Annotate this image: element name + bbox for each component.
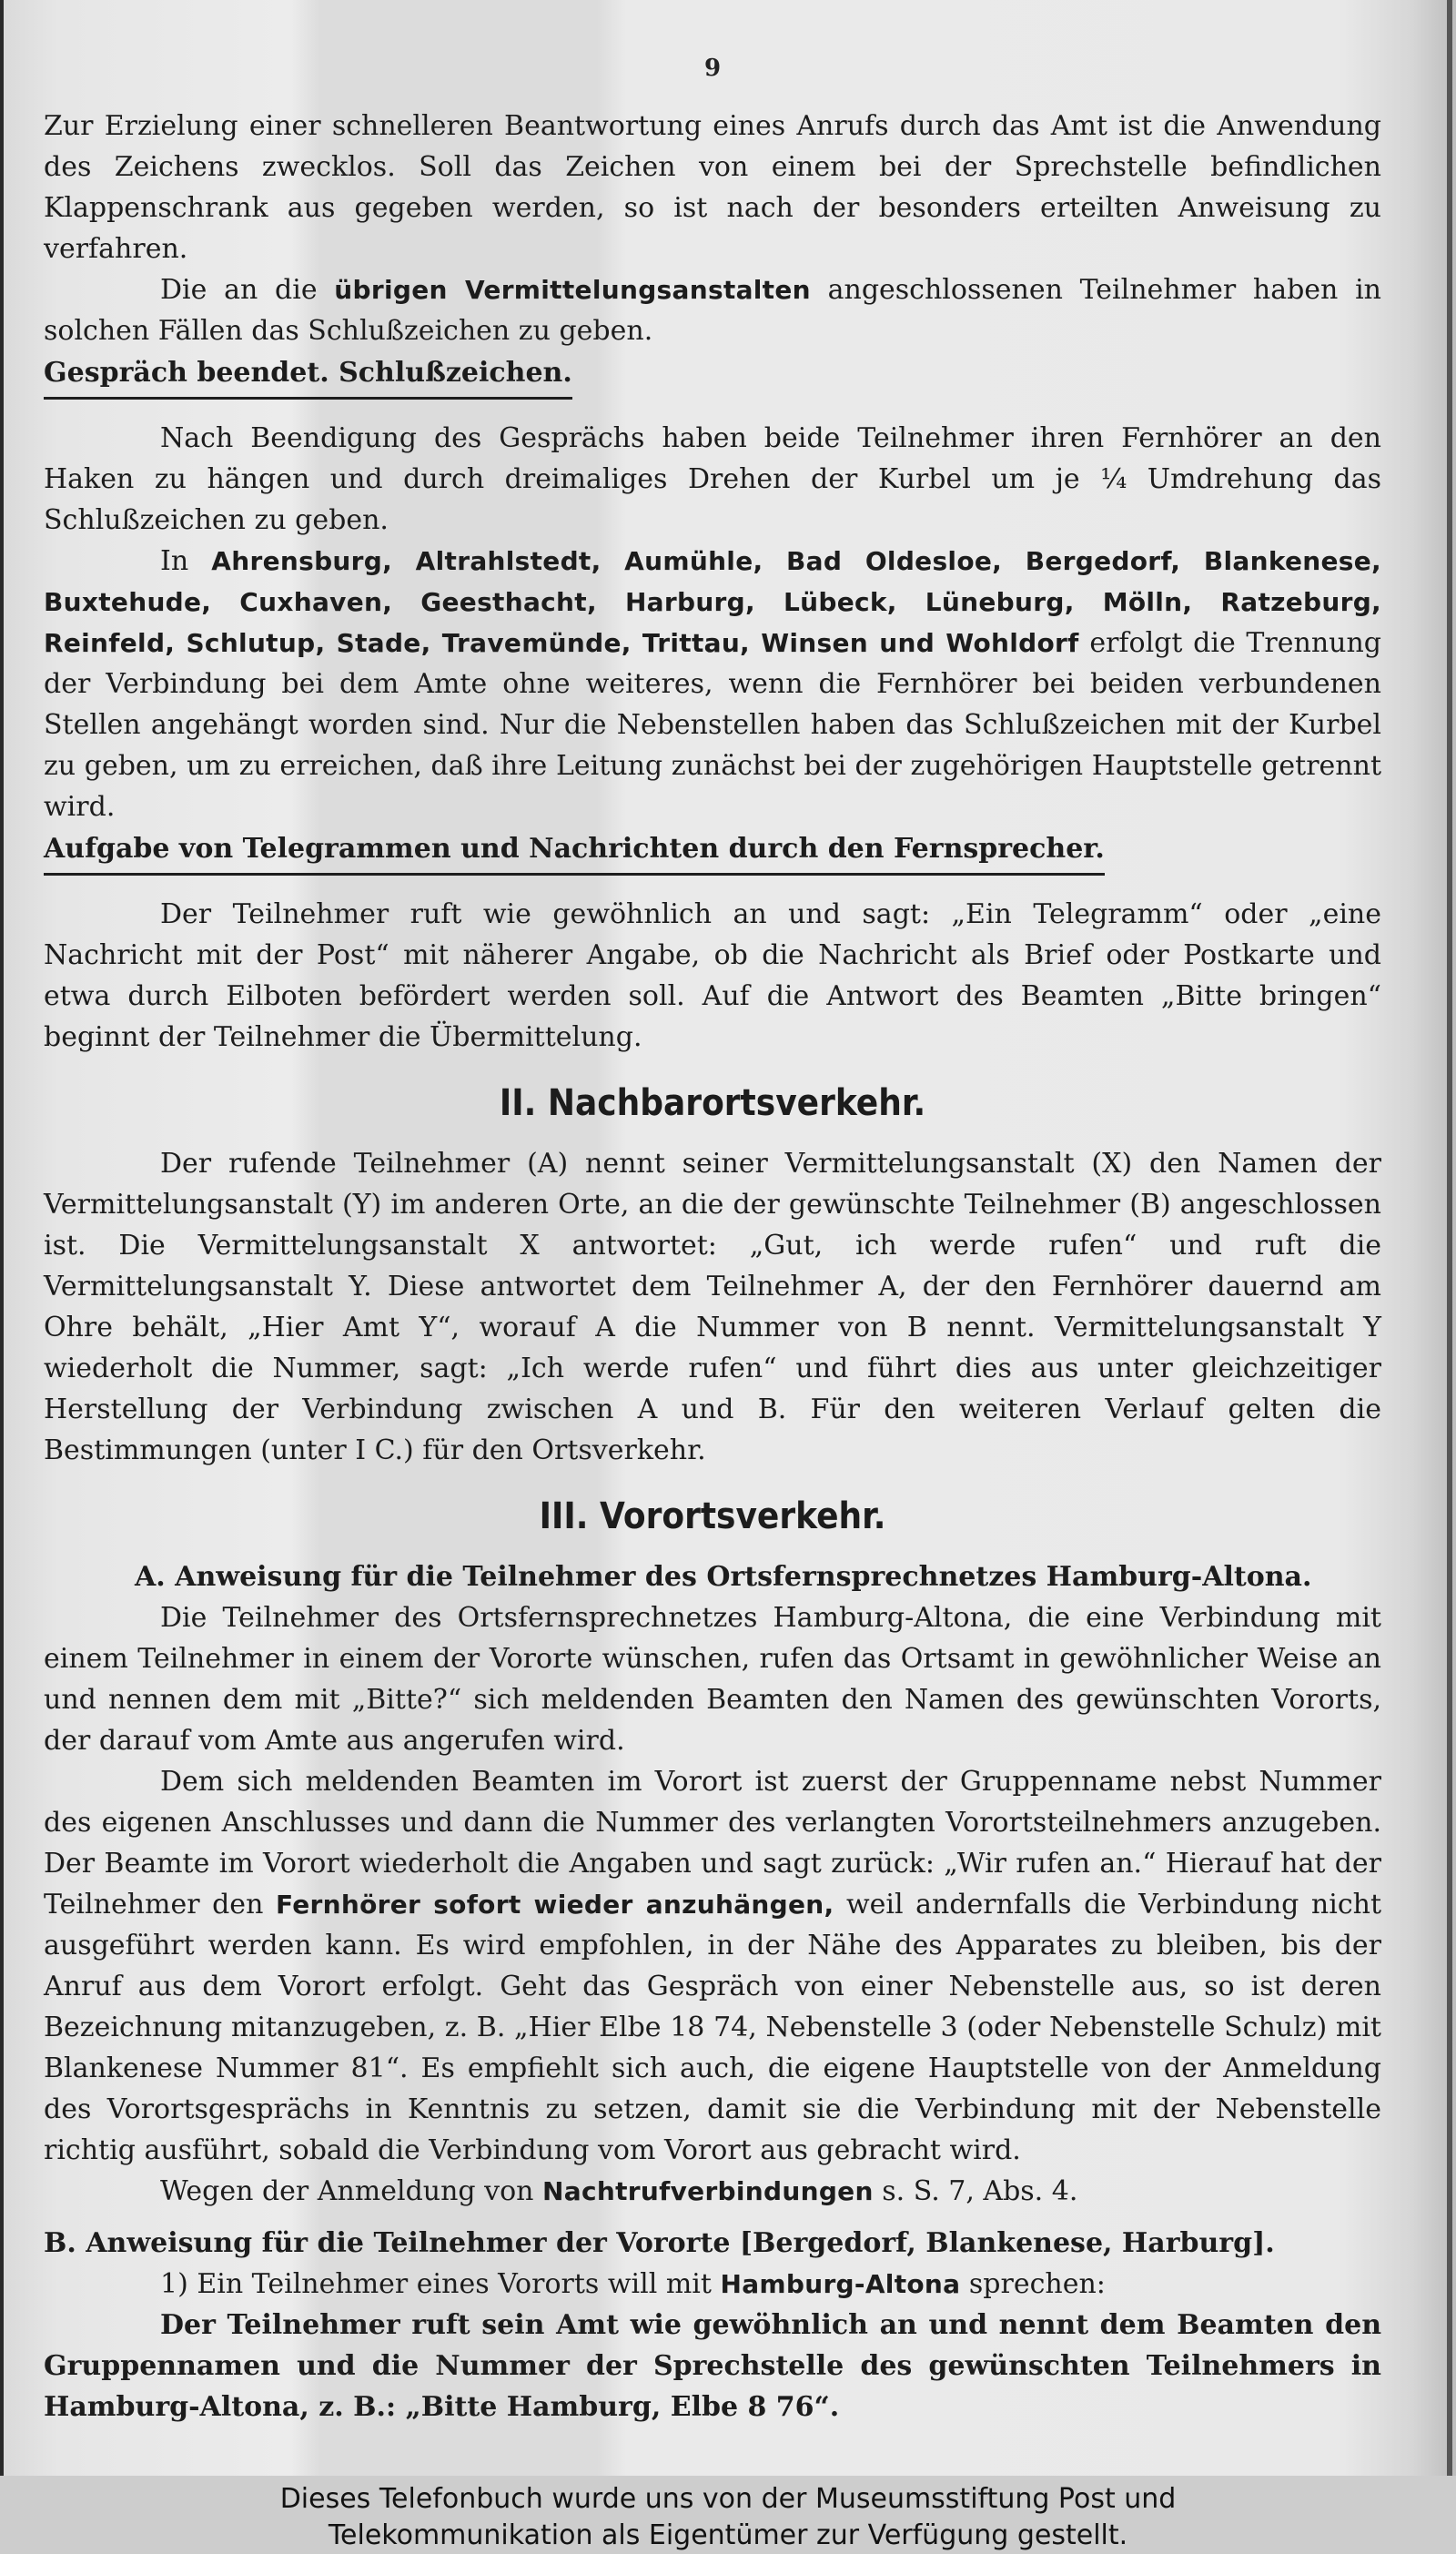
text-run: weil andernfalls die Verbindung nicht ausgeführt werden kann. Es wird empfohlen, in der Nähe des Apparates zu bleiben, bis der Anruf aus dem Vorort erfolgt. Geht das Gespräch von einer Nebenstelle aus, so ist deren Bezeichnung mitanzugeben, z. B. „Hier Elbe 18 74, Nebenstelle 3 (oder Nebenstelle Schulz) mit Blankenese Nummer 81“. Es empfiehlt sich auch, die eigene Hauptstelle von der Anmeldung des Vorortsgesprächs in Kenntnis zu setzen, damit sie die Verbindung mit der Nebenstelle richtig ausführt, sobald die Verbindung vom Vorort aus gebracht wird. [44, 1889, 1381, 2166]
heading-nachbarortsverkehr: II. Nachbarortsverkehr. [499, 1082, 926, 1124]
vorort-a-paragraph-1: Die Teilnehmer des Ortsfernsprechnetzes Hamburg-Altona, die eine Verbindung mit einem Teilnehmer in einem der Vororte wünschen, rufen das Ortsamt in gewöhnlicher Weise an und nennen dem mit „Bitte?“ sich meldenden Beamten den Namen des gewünschten Vororts, der darauf vom Amte aus angerufen wird. [44, 1602, 1381, 1757]
rubric-schlusszeichen: Gespräch beendet. Schlußzeichen. [44, 353, 572, 400]
vorort-b-paragraph-2: Der Teilnehmer ruft sein Amt wie gewöhnlich an und nennt dem Beamten den Gruppennamen und die Nummer der Sprechstelle des gewünschten Teilnehmers in Hamburg-Altona, z. B.: „Bitte Hamburg, Elbe 8 76“. [44, 2309, 1381, 2423]
text-run: Wegen der Anmeldung von [160, 2175, 543, 2207]
subheading-a: A. Anweisung für die Teilnehmer des Ortsfernsprechnetzes Hamburg-Altona. [135, 1561, 1312, 1593]
rubric-telegramme: Aufgabe von Telegrammen und Nachrichten durch den Fernsprecher. [44, 829, 1105, 876]
text-run: angeschlossenen Teilnehmer haben in solchen Fällen das Schlußzeichen zu geben. [44, 274, 1381, 347]
emphasis-text: Hamburg-Altona [720, 2269, 961, 2299]
schlusszeichen-paragraph-2 [44, 541, 1381, 827]
vorort-a-paragraph-2 [44, 1761, 1381, 2171]
emphasis-text: übrigen Vermittelungsanstalten [334, 275, 811, 305]
intro-paragraph-2 [44, 269, 1381, 351]
page-number: 9 [703, 55, 722, 82]
archive-footer [0, 2476, 1456, 2554]
telegramme-paragraph: Der Teilnehmer ruft wie gewöhnlich an und sagt: „Ein Telegramm“ oder „eine Nachricht mit der Post“ mit näherer Angabe, ob die Nachricht als Brief oder Postkarte und etwa durch Eilboten befördert werden soll. Auf die Antwort des Beamten „Bitte bringen“ beginnt der Teilnehmer die Übermittelung. [44, 898, 1381, 1053]
vorort-a-paragraph-3 [44, 2171, 1381, 2212]
page-edge-left [0, 0, 4, 2476]
subheading-b: B. Anweisung für die Teilnehmer der Vororte [Bergedorf, Blankenese, Harburg]. [44, 2227, 1275, 2259]
vorort-b-paragraph-1 [44, 2264, 1381, 2305]
page-edge-right [1447, 0, 1452, 2476]
place-list: Ahrensburg, Altrahlstedt, Aumühle, Bad Oldesloe, Bergedorf, Blankenese, Buxtehude, Cuxhaven, Geesthacht, Harburg, Lübeck, Lüneburg, Mölln, Ratzeburg, Reinfeld, Schlutup, Stade, Travemünde, Trittau, Winsen und Wohldorf [44, 546, 1381, 658]
text-run: s. S. 7, Abs. 4. [873, 2175, 1078, 2207]
text-run: sprechen: [960, 2268, 1106, 2300]
text-run: In [160, 545, 212, 577]
page-content [44, 55, 1381, 2427]
schlusszeichen-paragraph-1: Nach Beendigung des Gesprächs haben beide Teilnehmer ihren Fernhörer an den Haken zu hängen und durch dreimaliges Drehen der Kurbel um je ¼ Umdrehung das Schlußzeichen zu geben. [44, 422, 1381, 536]
text-run: 1) Ein Teilnehmer eines Vororts will mit [160, 2268, 721, 2300]
text-run: erfolgt die Trennung der Verbindung bei dem Amte ohne weiteres, wenn die Fernhörer bei beiden verbundenen Stellen angehängt worden sind. Nur die Nebenstellen haben das Schlußzeichen mit der Kurbel zu geben, um zu erreichen, daß ihre Leitung zunächst bei der zugehörigen Hauptstelle getrennt wird. [44, 627, 1381, 823]
text-run: Die an die [160, 274, 335, 306]
footer-line-1: Dieses Telefonbuch wurde uns von der Museumsstiftung Post und [279, 2483, 1177, 2515]
intro-paragraph-1: Zur Erzielung einer schnelleren Beantwortung eines Anrufs durch das Amt ist die Anwendung des Zeichens zwecklos. Soll das Zeichen von einem bei der Sprechstelle befindlichen Klappenschrank aus gegeben werden, so ist nach der besonders erteilten Anweisung zu verfahren. [44, 110, 1381, 265]
emphasis-text: Nachtrufverbindungen [542, 2176, 874, 2206]
nachbarortsverkehr-paragraph: Der rufende Teilnehmer (A) nennt seiner Vermittelungsanstalt (X) den Namen der Vermittelungsanstalt (Y) im anderen Orte, an die der gewünschte Teilnehmer (B) angeschlossen ist. Die Vermittelungsanstalt X antwortet: „Gut, ich werde rufen“ und ruft die Vermittelungsanstalt Y. Diese antwortet dem Teilnehmer A, der den Fernhörer dauernd am Ohre behält, „Hier Amt Y“, worauf A die Nummer von B nennt. Vermittelungsanstalt Y wiederholt die Nummer, sagt: „Ich werde rufen“ und führt dies aus unter gleichzeitiger Herstellung der Verbindung zwischen A und B. Für den weiteren Verlauf gelten die Bestimmungen (unter I C.) für den Ortsverkehr. [44, 1148, 1381, 1466]
heading-vorortsverkehr: III. Vorortsverkehr. [539, 1495, 886, 1537]
emphasis-text: Fernhörer sofort wieder anzuhängen, [275, 1890, 834, 1920]
footer-line-2: Telekommunikation als Eigentümer zur Verfügung gestellt. [328, 2519, 1128, 2551]
text-run: Dem sich meldenden Beamten im Vorort ist zuerst der Gruppenname nebst Nummer des eigenen Anschlusses und dann die Nummer des verlangten Vorortsteilnehmers anzugeben. Der Beamte im Vorort wiederholt die Angaben und sagt zurück: „Wir rufen an.“ Hierauf hat der Teilnehmer den [44, 1766, 1381, 1921]
